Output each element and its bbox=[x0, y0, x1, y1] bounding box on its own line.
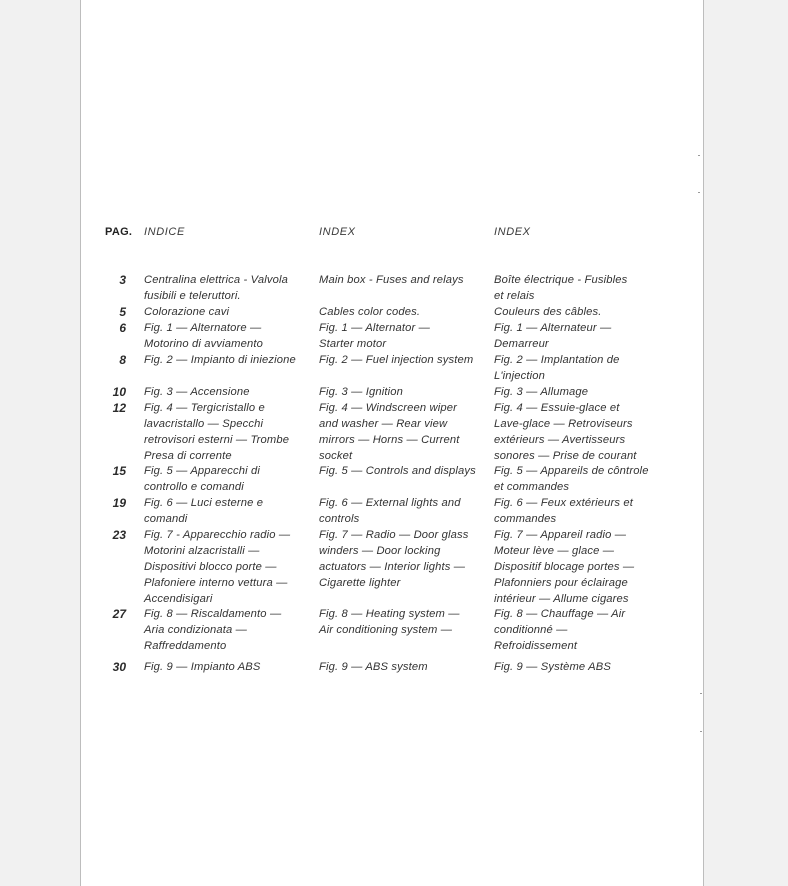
page-number: 8 bbox=[119, 353, 126, 367]
italian-entry: Fig. 9 — Impianto ABS bbox=[144, 661, 261, 673]
french-entry: Fig. 2 — Implantation de L'injection bbox=[494, 354, 620, 382]
page-number: 30 bbox=[112, 660, 126, 674]
italian-entry: Centralina elettrica - Valvola fusibili e teleruttori. bbox=[144, 274, 288, 302]
english-entry: Fig. 4 — Windscreen wiper and washer — Rear view mirrors — Horns — Current socket bbox=[319, 402, 460, 462]
english-entry: Cables color codes. bbox=[319, 306, 421, 318]
page-number: 27 bbox=[112, 607, 126, 621]
page-number: 6 bbox=[119, 321, 126, 335]
italian-entry: Fig. 7 - Apparecchio radio — Motorini alzacristalli — Dispositivi blocco porte — Plafoniere interno vettura — Accendisigari bbox=[144, 529, 291, 605]
french-entry: Boîte électrique - Fusibles et relais bbox=[494, 274, 628, 302]
page-number: 15 bbox=[112, 464, 126, 478]
french-entry: Fig. 3 — Allumage bbox=[494, 386, 589, 398]
french-entry: Fig. 4 — Essuie-glace et Lave-glace — Retroviseurs extérieurs — Avertisseurs sonores — Prise de courant bbox=[494, 402, 637, 462]
english-entry: Main box - Fuses and relays bbox=[319, 274, 464, 286]
english-entry: Fig. 9 — ABS system bbox=[319, 661, 428, 673]
english-entry: Fig. 7 — Radio — Door glass winders — Door locking actuators — Interior lights — Cigarette lighter bbox=[319, 529, 469, 589]
italian-entry: Fig. 8 — Riscaldamento — Aria condizionata — Raffreddamento bbox=[144, 608, 282, 652]
page-number: 5 bbox=[119, 305, 126, 319]
italian-entry: Fig. 1 — Alternatore — Motorino di avviamento bbox=[144, 322, 263, 350]
page-number: 12 bbox=[112, 401, 126, 415]
page-column-header: PAG. bbox=[105, 226, 133, 238]
english-entry: Fig. 6 — External lights and controls bbox=[319, 497, 461, 525]
french-entry: Fig. 5 — Appareils de côntrole et commandes bbox=[494, 465, 649, 493]
scan-speck bbox=[698, 155, 700, 156]
english-entry: Fig. 1 — Alternator — Starter motor bbox=[319, 322, 430, 350]
french-entry: Fig. 9 — Système ABS bbox=[494, 661, 611, 673]
scan-speck bbox=[698, 192, 700, 193]
french-entry: Fig. 7 — Appareil radio — Moteur lève — glace — Dispositif blocage portes — Plafonniers pour éclairage intérieur — Allume cigares bbox=[494, 529, 635, 605]
french-entry: Fig. 6 — Feux extérieurs et commandes bbox=[494, 497, 633, 525]
scan-speck bbox=[700, 693, 702, 694]
italian-entry: Fig. 3 — Accensione bbox=[144, 386, 250, 398]
italian-entry: Fig. 4 — Tergicristallo e lavacristallo — Specchi retrovisori esterni — Trombe Presa di corrente bbox=[144, 402, 290, 462]
english-entry: Fig. 8 — Heating system — Air conditioning system — bbox=[319, 608, 460, 636]
italian-entry: Fig. 6 — Luci esterne e comandi bbox=[144, 497, 264, 525]
french-column-header: INDEX bbox=[494, 226, 531, 238]
french-entry: Couleurs des câbles. bbox=[494, 306, 602, 318]
english-entry: Fig. 5 — Controls and displays bbox=[319, 465, 476, 477]
scan-speck bbox=[700, 731, 702, 732]
english-entry: Fig. 3 — Ignition bbox=[319, 386, 404, 398]
french-entry: Fig. 1 — Alternateur — Demarreur bbox=[494, 322, 612, 350]
french-entry: Fig. 8 — Chauffage — Air conditionné — Refroidissement bbox=[494, 608, 626, 652]
italian-entry: Colorazione cavi bbox=[144, 306, 230, 318]
page-number: 10 bbox=[112, 385, 126, 399]
italian-entry: Fig. 5 — Apparecchi di controllo e comandi bbox=[144, 465, 261, 493]
page-number: 3 bbox=[119, 273, 126, 287]
english-column-header: INDEX bbox=[319, 226, 356, 238]
english-entry: Fig. 2 — Fuel injection system bbox=[319, 354, 474, 366]
italian-column-header: INDICE bbox=[144, 226, 185, 238]
page-number: 19 bbox=[112, 496, 126, 510]
italian-entry: Fig. 2 — Impianto di iniezione bbox=[144, 354, 296, 366]
page-number: 23 bbox=[112, 528, 126, 542]
